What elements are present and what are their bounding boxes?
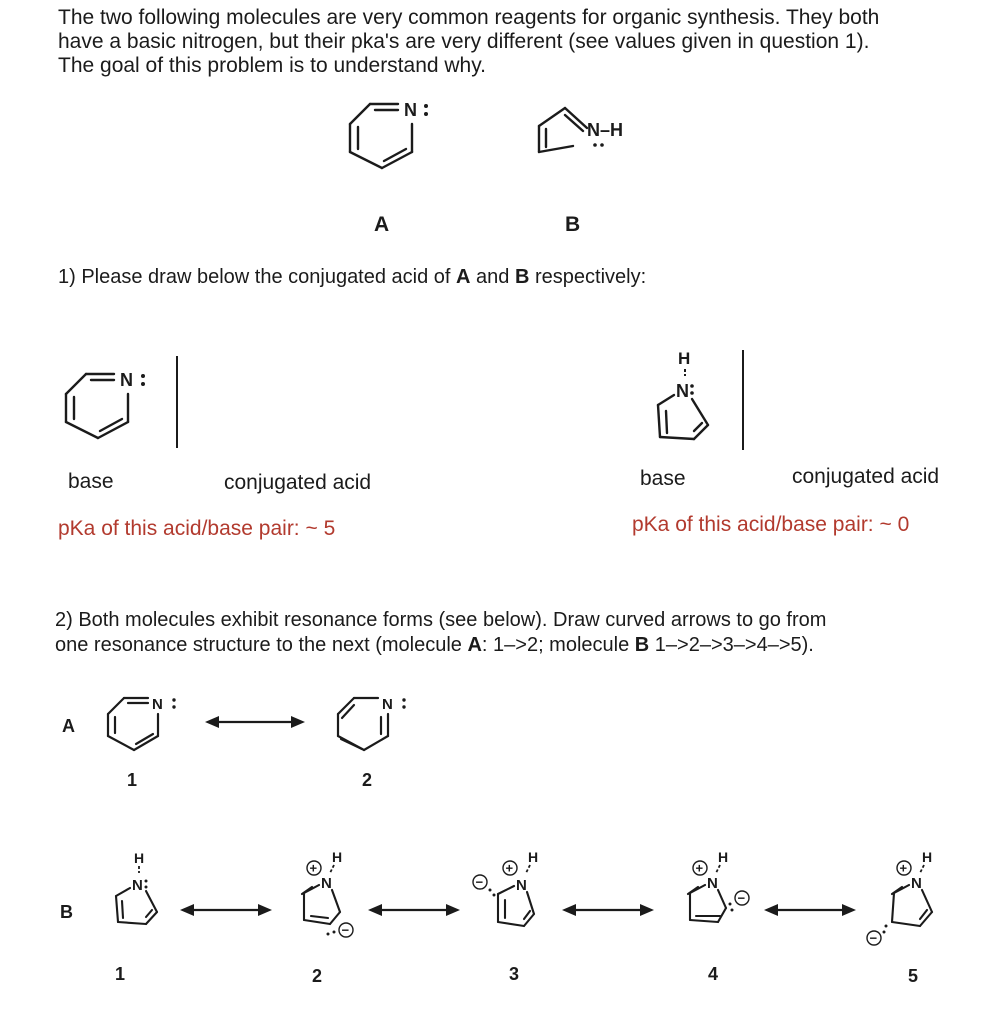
svg-text:N: N bbox=[911, 875, 922, 892]
svg-text:N: N bbox=[132, 877, 143, 894]
svg-text:+: + bbox=[695, 860, 704, 876]
divider-left bbox=[176, 356, 178, 448]
right-base-label: base bbox=[640, 467, 686, 490]
resonance-arrow-b-4-5 bbox=[764, 900, 856, 920]
svg-text:N: N bbox=[382, 696, 393, 713]
svg-text:N: N bbox=[321, 875, 332, 892]
svg-text:H: H bbox=[528, 849, 539, 865]
svg-text:−: − bbox=[341, 922, 350, 938]
question-2-line-2: one resonance structure to the next (molecule A: 1–>2; molecule B 1–>2–>3–>4–>5). bbox=[55, 634, 814, 656]
svg-text:−: − bbox=[475, 874, 484, 890]
svg-text:H: H bbox=[718, 849, 729, 865]
b-number-1: 1 bbox=[115, 964, 126, 984]
nh-group: N–H bbox=[587, 120, 624, 140]
pyrrole-structure-b bbox=[535, 100, 665, 180]
b-number-3: 3 bbox=[509, 964, 520, 984]
row-a-label: A bbox=[62, 716, 75, 736]
b-number-5: 5 bbox=[908, 966, 919, 986]
svg-text:−: − bbox=[869, 930, 878, 946]
svg-text:N: N bbox=[152, 696, 163, 713]
svg-text:N: N bbox=[676, 381, 689, 401]
resonance-b-5 bbox=[860, 840, 950, 950]
a-number-1: 1 bbox=[127, 770, 138, 790]
b-number-2: 2 bbox=[312, 966, 323, 986]
svg-text:+: + bbox=[309, 860, 318, 876]
left-conjugated-acid-label: conjugated acid bbox=[224, 471, 372, 494]
resonance-arrow-b-2-3 bbox=[368, 900, 460, 920]
resonance-b-1 bbox=[102, 848, 172, 938]
resonance-b-2 bbox=[288, 840, 368, 950]
row-b-label: B bbox=[60, 902, 73, 922]
svg-text:H: H bbox=[332, 849, 343, 865]
molecule-label-b: B bbox=[565, 213, 581, 236]
svg-text:N: N bbox=[120, 370, 133, 390]
right-pka-note: pKa of this acid/base pair: ~ 0 bbox=[632, 513, 910, 536]
svg-text:H: H bbox=[134, 850, 145, 866]
resonance-b-3 bbox=[468, 840, 558, 940]
molecule-label-a: A bbox=[374, 213, 390, 236]
question-2 bbox=[55, 608, 826, 658]
svg-text:−: − bbox=[737, 890, 746, 906]
resonance-arrow-b-3-4 bbox=[562, 900, 654, 920]
question-1: 1) Please draw below the conjugated acid of A and B respectively: bbox=[58, 266, 647, 288]
left-base-label: base bbox=[68, 470, 114, 493]
svg-text:N: N bbox=[707, 875, 718, 892]
intro-paragraph bbox=[58, 6, 958, 78]
svg-text:H: H bbox=[922, 849, 933, 865]
resonance-a-2 bbox=[330, 690, 420, 760]
pyridine-structure-a bbox=[340, 92, 450, 182]
resonance-arrow-b-1-2 bbox=[180, 900, 272, 920]
intro-line-2: have a basic nitrogen, but their pka's are very different (see values given in question 1). bbox=[58, 30, 870, 53]
a-number-2: 2 bbox=[362, 770, 373, 790]
svg-text:+: + bbox=[899, 860, 908, 876]
svg-text:+: + bbox=[505, 860, 514, 876]
left-pka-note: pKa of this acid/base pair: ~ 5 bbox=[58, 517, 336, 540]
b-number-4: 4 bbox=[708, 964, 719, 984]
intro-line-1: The two following molecules are very common reagents for organic synthesis. They both bbox=[58, 6, 880, 29]
svg-text:H: H bbox=[678, 349, 691, 368]
nitrogen-atom: N bbox=[404, 100, 417, 120]
divider-right bbox=[742, 350, 744, 450]
svg-text:N: N bbox=[516, 877, 527, 894]
resonance-arrow-a-1-2 bbox=[205, 712, 305, 732]
question-2-line-1: 2) Both molecules exhibit resonance forms (see below). Draw curved arrows to go from bbox=[55, 609, 827, 631]
pyridine-base-structure bbox=[58, 362, 168, 452]
intro-line-3: The goal of this problem is to understand why. bbox=[58, 54, 487, 77]
resonance-a-1 bbox=[100, 690, 190, 760]
right-conjugated-acid-label: conjugated acid bbox=[792, 465, 940, 488]
resonance-b-4 bbox=[676, 840, 766, 940]
pyrrole-base-structure bbox=[636, 345, 736, 455]
